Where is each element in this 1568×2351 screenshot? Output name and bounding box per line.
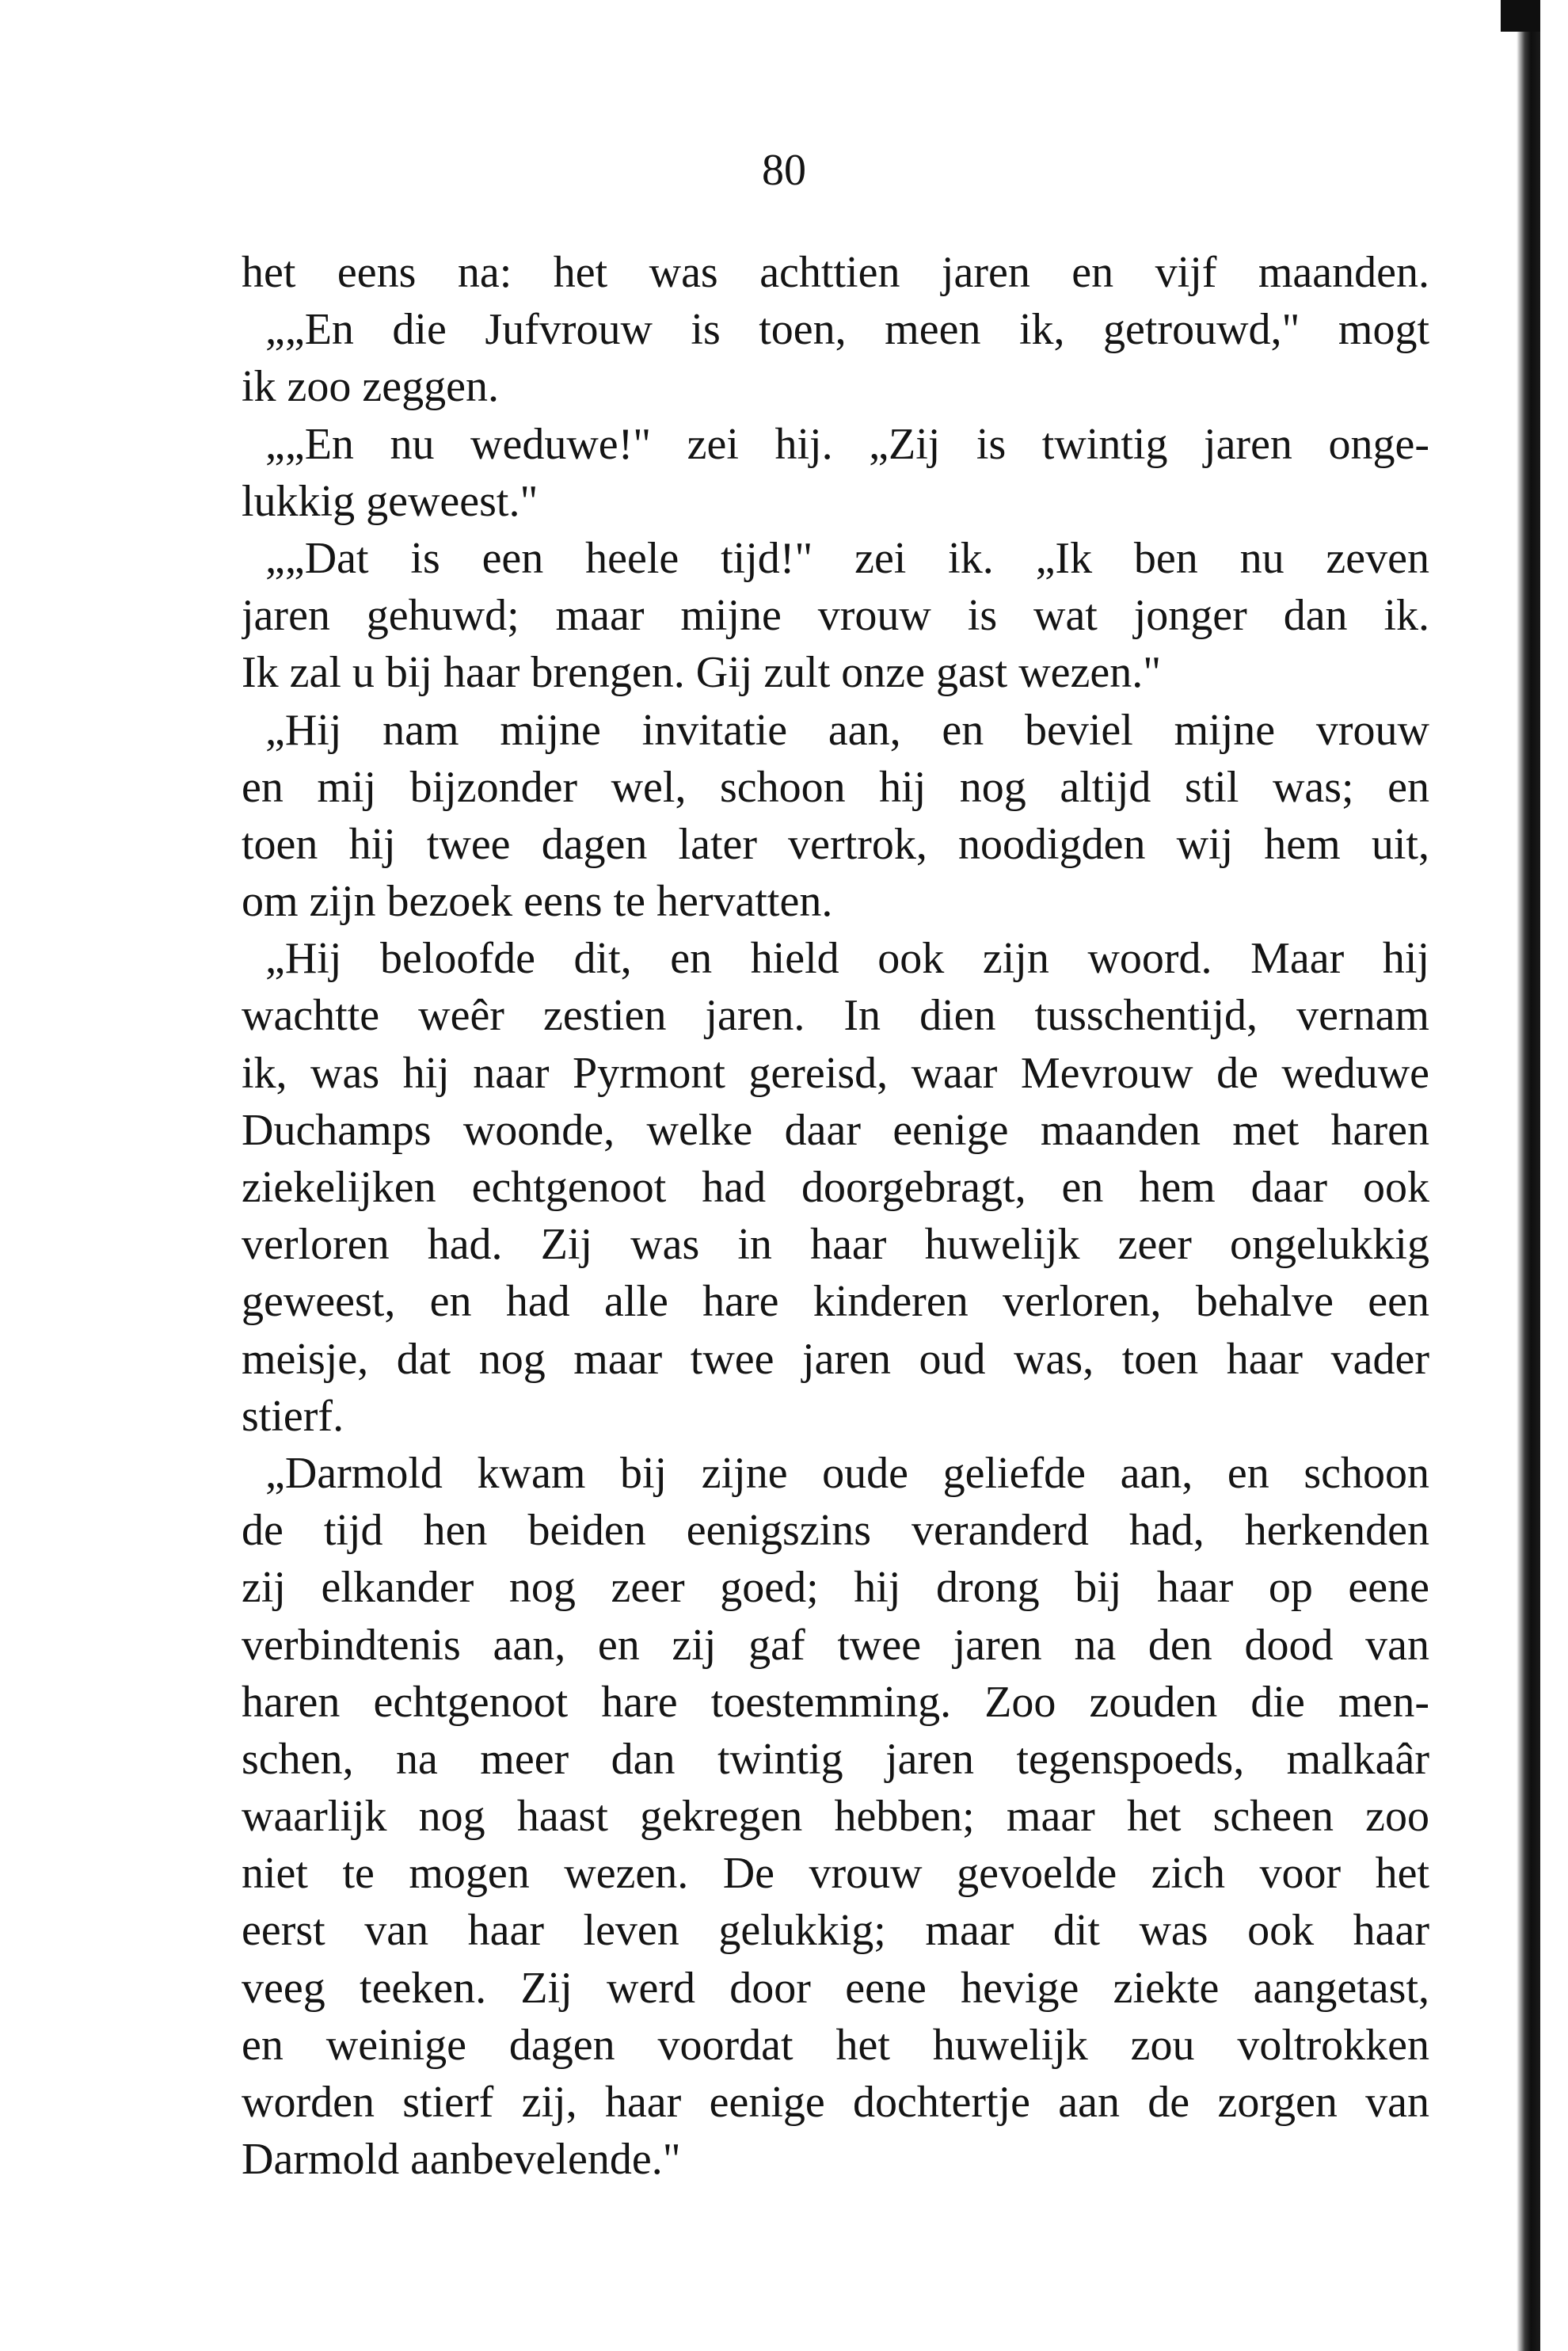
text-line: stierf. — [242, 1391, 344, 1441]
text-line: wachtte weêr zestien jaren. In dien tusschentijd, vernam — [242, 991, 1429, 1041]
text-line: jaren gehuwd; maar mijne vrouw is wat jonger dan ik. — [242, 591, 1429, 641]
text-line: het eens na: het was achttien jaren en vijf maanden. — [242, 248, 1429, 297]
text-line: „Hij nam mijne invitatie aan, en beviel mijne vrouw — [265, 705, 1429, 755]
text-line: ik, was hij naar Pyrmont gereisd, waar Mevrouw de weduwe — [242, 1048, 1429, 1098]
text-line: en mij bijzonder wel, schoon hij nog altijd stil was; en — [242, 762, 1429, 812]
text-line: geweest, en had alle hare kinderen verloren, behalve een — [242, 1277, 1429, 1327]
text-line: verloren had. Zij was in haar huwelijk zeer ongelukkig — [242, 1220, 1429, 1270]
text-line: „„En nu weduwe!" zei hij. „Zij is twintig jaren onge- — [265, 419, 1429, 469]
text-line: schen, na meer dan twintig jaren tegenspoeds, malkaâr — [242, 1734, 1429, 1784]
text-line: en weinige dagen voordat het huwelijk zou voltrokken — [242, 2020, 1429, 2070]
page-number: 80 — [762, 146, 806, 195]
text-line: „Hij beloofde dit, en hield ook zijn woord. Maar hij — [265, 934, 1429, 984]
text-line: „Darmold kwam bij zijne oude geliefde aan, en schoon — [265, 1448, 1429, 1498]
text-line: eerst van haar leven gelukkig; maar dit was ook haar — [242, 1906, 1429, 1956]
text-line: waarlijk nog haast gekregen hebben; maar het scheen zoo — [242, 1792, 1429, 1842]
text-line: zij elkander nog zeer goed; hij drong bij haar op eene — [242, 1563, 1429, 1613]
text-line: „„Dat is een heele tijd!" zei ik. „Ik ben nu zeven — [265, 533, 1429, 583]
text-line: veeg teeken. Zij werd door eene hevige ziekte aangetast, — [242, 1963, 1429, 2013]
text-line: haren echtgenoot hare toestemming. Zoo zouden die men- — [242, 1677, 1429, 1727]
text-line: Ik zal u bij haar brengen. Gij zult onze gast wezen." — [242, 648, 1162, 698]
text-line: „„En die Jufvrouw is toen, meen ik, getrouwd," mogt — [265, 305, 1429, 355]
text-line: ik zoo zeggen. — [242, 362, 499, 412]
text-line: lukkig geweest." — [242, 476, 539, 526]
text-line: toen hij twee dagen later vertrok, noodigden wij hem uit, — [242, 819, 1429, 869]
text-line: ziekelijken echtgenoot had doorgebragt, en hem daar ook — [242, 1163, 1429, 1212]
text-line: de tijd hen beiden eenigszins veranderd had, herkenden — [242, 1506, 1429, 1556]
body-text — [242, 244, 1429, 2188]
text-line: niet te mogen wezen. De vrouw gevoelde zich voor het — [242, 1849, 1429, 1899]
text-line: Darmold aanbevelende." — [242, 2135, 681, 2185]
page-edge-corner — [1501, 0, 1540, 32]
text-line: om zijn bezoek eens te hervatten. — [242, 877, 833, 927]
text-line: Duchamps woonde, welke daar eenige maanden met haren — [242, 1105, 1429, 1155]
page-edge-shadow — [1517, 0, 1540, 2351]
text-line: verbindtenis aan, en zij gaf twee jaren na den dood van — [242, 1620, 1429, 1670]
text-line: meisje, dat nog maar twee jaren oud was, toen haar vader — [242, 1334, 1429, 1384]
text-line: worden stierf zij, haar eenige dochtertje aan de zorgen van — [242, 2078, 1429, 2127]
